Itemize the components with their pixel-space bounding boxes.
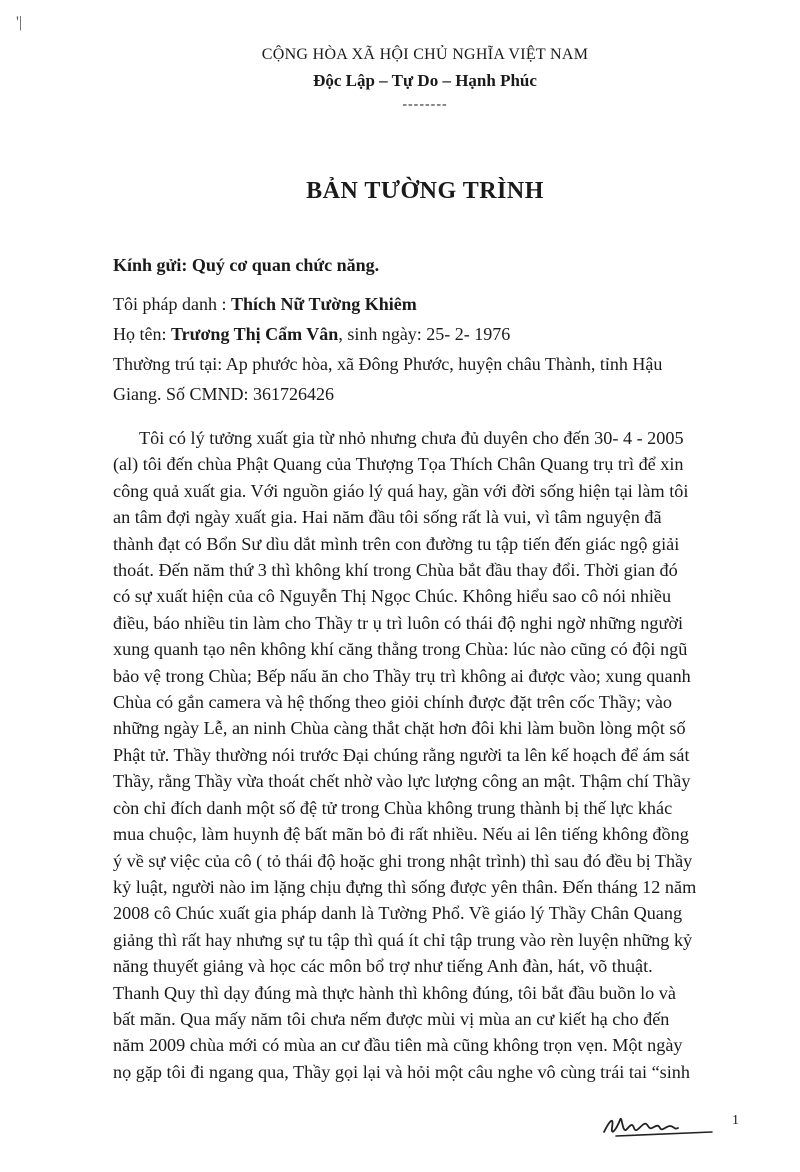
body-line: Chùa có gắn camera và hệ thống theo giỏi chính được đặt trên cốc Thầy; vào xyxy=(113,692,673,713)
body-line: có sự xuất hiện của cô Nguyễn Thị Ngọc Chúc. Không hiểu sao cô nói nhiều xyxy=(113,586,672,607)
corner-mark: '| xyxy=(16,14,23,31)
page-footer xyxy=(0,1098,800,1158)
address-line-1: Thường trú tại: Ap phước hòa, xã Đông Phước, huyện châu Thành, tỉnh Hậu xyxy=(113,354,663,374)
document-header xyxy=(0,46,800,113)
national-motto: Độc Lập – Tự Do – Hạnh Phúc xyxy=(313,71,537,90)
body-line: bảo vệ trong Chùa; Bếp nấu ăn cho Thầy trụ trì không ai được vào; xung quanh xyxy=(113,665,691,686)
birth-text: , sinh ngày: 25- 2- 1976 xyxy=(338,324,511,344)
document-title: BẢN TƯỜNG TRÌNH xyxy=(306,178,544,204)
address-line-2: Giang. Số CMND: 361726426 xyxy=(113,384,335,404)
body-line: kỷ luật, người nào im lặng chịu đựng thì sống được yên thân. Đến tháng 12 năm xyxy=(113,876,697,897)
body-line: nọ gặp tôi đi ngang qua, Thầy gọi lại và hỏi một câu nghe vô cùng trái tai “sinh xyxy=(113,1061,690,1082)
dharma-label: Tôi pháp danh : xyxy=(113,294,231,314)
statement-body xyxy=(113,425,785,1085)
body-line: điều, báo nhiều tin làm cho Thầy tr ụ trì luôn có thái độ nghi ngờ những người xyxy=(113,612,684,633)
name-label: Họ tên: xyxy=(113,324,171,344)
body-line: thành đạt có Bổn Sư dìu dắt mình trên con đường tu tập tiến đến giác ngộ giải xyxy=(113,533,680,554)
recipient-label: Kính gửi: xyxy=(113,255,188,275)
name-value: Trương Thị Cẩm Vân xyxy=(171,324,339,344)
recipient-line xyxy=(113,250,780,280)
signature xyxy=(600,1106,720,1146)
page-number: 1 xyxy=(732,1113,739,1128)
body-line: 2008 cô Chúc xuất gia pháp danh là Tường Phổ. Về giáo lý Thầy Chân Quang xyxy=(113,903,683,924)
body-line: Thanh Quy thì dạy đúng mà thực hành thì không đúng, tôi bắt đầu buồn lo và xyxy=(113,982,676,1003)
full-name-line xyxy=(113,319,780,349)
body-line: xung quanh tạo nên không khí căng thẳng trong Chùa: lúc nào cũng có đội ngũ xyxy=(113,639,688,660)
body-line: Phật tử. Thầy thường nói trước Đại chúng rằng người ta lên kế hoạch để ám sát xyxy=(113,744,690,765)
body-line: mua chuộc, làm huynh đệ bất mãn bỏ đi rất nhiều. Nếu ai lên tiếng không đồng xyxy=(113,824,689,845)
recipient-value: Quý cơ quan chức năng. xyxy=(191,255,380,275)
body-line: giảng thì rất hay nhưng sự tu tập thì quá ít chỉ tập trung vào rèn luyện những kỷ xyxy=(113,929,693,950)
dharma-name: Thích Nữ Tường Khiêm xyxy=(230,294,417,314)
body-line: năm 2009 chùa mới có mùa an cư đầu tiên mà cũng không trọn vẹn. Một ngày xyxy=(113,1035,683,1056)
header-divider: -------- xyxy=(402,97,448,112)
body-line: năng thuyết giảng và học các môn bổ trợ như tiếng Anh đàn, hát, võ thuật. xyxy=(113,956,653,977)
body-line: Thầy, rằng Thầy vừa thoát chết nhờ vào lực lượng công an mật. Thậm chí Thầy xyxy=(113,771,691,792)
body-line: còn chỉ đích danh một số đệ tử trong Chùa không trung thành bị thế lực khác xyxy=(113,797,673,818)
body-line: an tâm đợi ngày xuất gia. Hai năm đầu tôi sống rất là vui, vì tâm nguyện đã xyxy=(113,507,662,528)
body-line: (al) tôi đến chùa Phật Quang của Thượng Tọa Thích Chân Quang trụ trì để xin xyxy=(113,454,684,475)
body-line: những ngày Lễ, an ninh Chùa càng thắt chặt hơn đôi khi làm buồn lòng một số xyxy=(113,718,686,739)
national-title: CỘNG HÒA XÃ HỘI CHỦ NGHĨA VIỆT NAM xyxy=(261,46,589,63)
body-line: thoát. Đến năm thứ 3 thì không khí trong Chùa bắt đầu thay đổi. Thời gian đó xyxy=(113,560,678,581)
intro-block xyxy=(113,250,780,409)
body-line: Tôi có lý tưởng xuất gia từ nhỏ nhưng chưa đủ duyên cho đến 30- 4 - 2005 xyxy=(139,428,684,448)
body-line: ý về sự việc của cô ( tỏ thái độ hoặc ghi trong nhật trình) thì sau đó đều bị Thầy xyxy=(113,850,693,871)
body-line: công quả xuất gia. Với nguồn giáo lý quá hay, gần với đời sống hiện tại làm tôi xyxy=(113,480,689,501)
body-line: bất mãn. Qua mấy năm tôi chưa nếm được mùi vị mùa an cư kiết hạ cho đến xyxy=(113,1008,670,1029)
dharma-name-line xyxy=(113,289,780,319)
